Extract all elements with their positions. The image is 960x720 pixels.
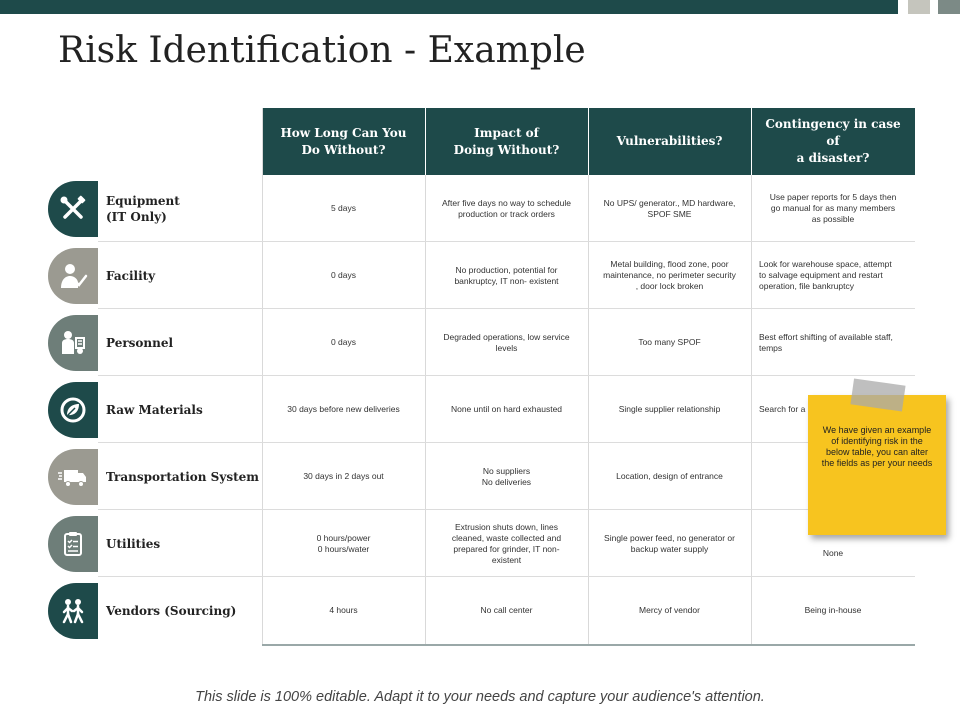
truck-icon: [58, 462, 88, 492]
personnel-icon: [58, 328, 88, 358]
header-divider: [425, 108, 426, 175]
top-accent-square-dark: [938, 0, 960, 14]
cell-how-long: 5 days: [330, 203, 357, 213]
person-check-icon: [58, 261, 88, 291]
row-icon-badge: [48, 449, 98, 505]
cell-impact: Extrusion shuts down, lines cleaned, waste collected and prepared for grinder, IT non- existent: [451, 521, 562, 565]
cell-contingency: Being in-house: [804, 605, 862, 615]
row-label: Facility: [106, 268, 156, 283]
row-label: Transportation System: [106, 469, 259, 484]
row-icon-badge: [48, 382, 98, 438]
cell-vulnerabilities: Single power feed, no generator or backup water supply: [604, 532, 735, 554]
cell-impact: After five days no way to schedule production or track orders: [442, 197, 571, 219]
header-vulnerabilities: Vulnerabilities?: [616, 134, 723, 148]
cell-contingency: Look for warehouse space, attempt to salvage equipment and restart operation, file bankruptcy: [759, 259, 892, 291]
cell-vulnerabilities: Single supplier relationship: [618, 404, 721, 414]
slide-title: Risk Identification - Example: [58, 30, 586, 71]
row-icon-badge: [48, 181, 98, 237]
row-label: Equipment (IT Only): [106, 193, 180, 224]
cell-vulnerabilities: No UPS/ generator., MD hardware, SPOF SME: [603, 197, 736, 219]
cell-impact: None until on hard exhausted: [450, 404, 563, 414]
header-contingency: Contingency in case of a disaster?: [765, 117, 901, 165]
people-walking-icon: [58, 596, 88, 626]
row-label: Vendors (Sourcing): [106, 603, 237, 618]
sticky-note-text: We have given an example of identifying risk in the below table, you can alter the fields as per your needs: [821, 425, 933, 468]
cell-how-long: 30 days before new deliveries: [287, 404, 400, 414]
header-divider: [751, 108, 752, 175]
table-row: [0, 242, 960, 309]
row-icon-badge: [48, 315, 98, 371]
top-accent-bar: [0, 0, 898, 14]
table-row: [0, 577, 960, 644]
cell-how-long: 30 days in 2 days out: [303, 471, 384, 481]
header-divider: [588, 108, 589, 175]
table-row: [0, 175, 960, 242]
top-accent-square-light: [908, 0, 930, 14]
cell-vulnerabilities: Metal building, flood zone, poor maintenance, no perimeter security , door lock broken: [603, 259, 736, 291]
cell-impact: No suppliers No deliveries: [481, 465, 532, 487]
table-row: [0, 309, 960, 376]
table-bottom-border: [262, 644, 915, 646]
cell-impact: No production, potential for bankruptcy, IT non- existent: [454, 264, 559, 286]
cell-impact: Degraded operations, low service levels: [443, 331, 570, 353]
cell-contingency: Use paper reports for 5 days then go manual for as many members as possible: [769, 192, 897, 224]
row-icon-badge: [48, 516, 98, 572]
cell-how-long: 0 days: [330, 270, 357, 280]
header-how-long: How Long Can You Do Without?: [280, 125, 407, 157]
row-label: Raw Materials: [106, 402, 203, 417]
clipboard-icon: [58, 529, 88, 559]
footer-text: This slide is 100% editable. Adapt it to your needs and capture your audience's attention.: [195, 689, 765, 705]
cell-contingency: None: [822, 548, 844, 558]
row-icon-badge: [48, 248, 98, 304]
cell-impact: No call center: [480, 605, 533, 615]
row-label: Utilities: [106, 536, 161, 551]
sticky-note: [808, 395, 946, 535]
cell-how-long: 0 hours/power 0 hours/water: [316, 532, 371, 554]
row-label: Personnel: [106, 335, 174, 350]
cell-how-long: 0 days: [330, 337, 357, 347]
header-impact: Impact of Doing Without?: [453, 125, 560, 157]
cell-how-long: 4 hours: [329, 605, 358, 615]
cell-vulnerabilities: Mercy of vendor: [639, 605, 700, 615]
cell-contingency: Best effort shifting of available staff, temps: [759, 331, 893, 353]
row-icon-badge: [48, 583, 98, 639]
tools-icon: [58, 194, 88, 224]
cell-contingency: Search for a: [759, 404, 806, 414]
leaf-circle-icon: [58, 395, 88, 425]
cell-vulnerabilities: Location, design of entrance: [616, 471, 723, 481]
cell-vulnerabilities: Too many SPOF: [638, 337, 701, 347]
